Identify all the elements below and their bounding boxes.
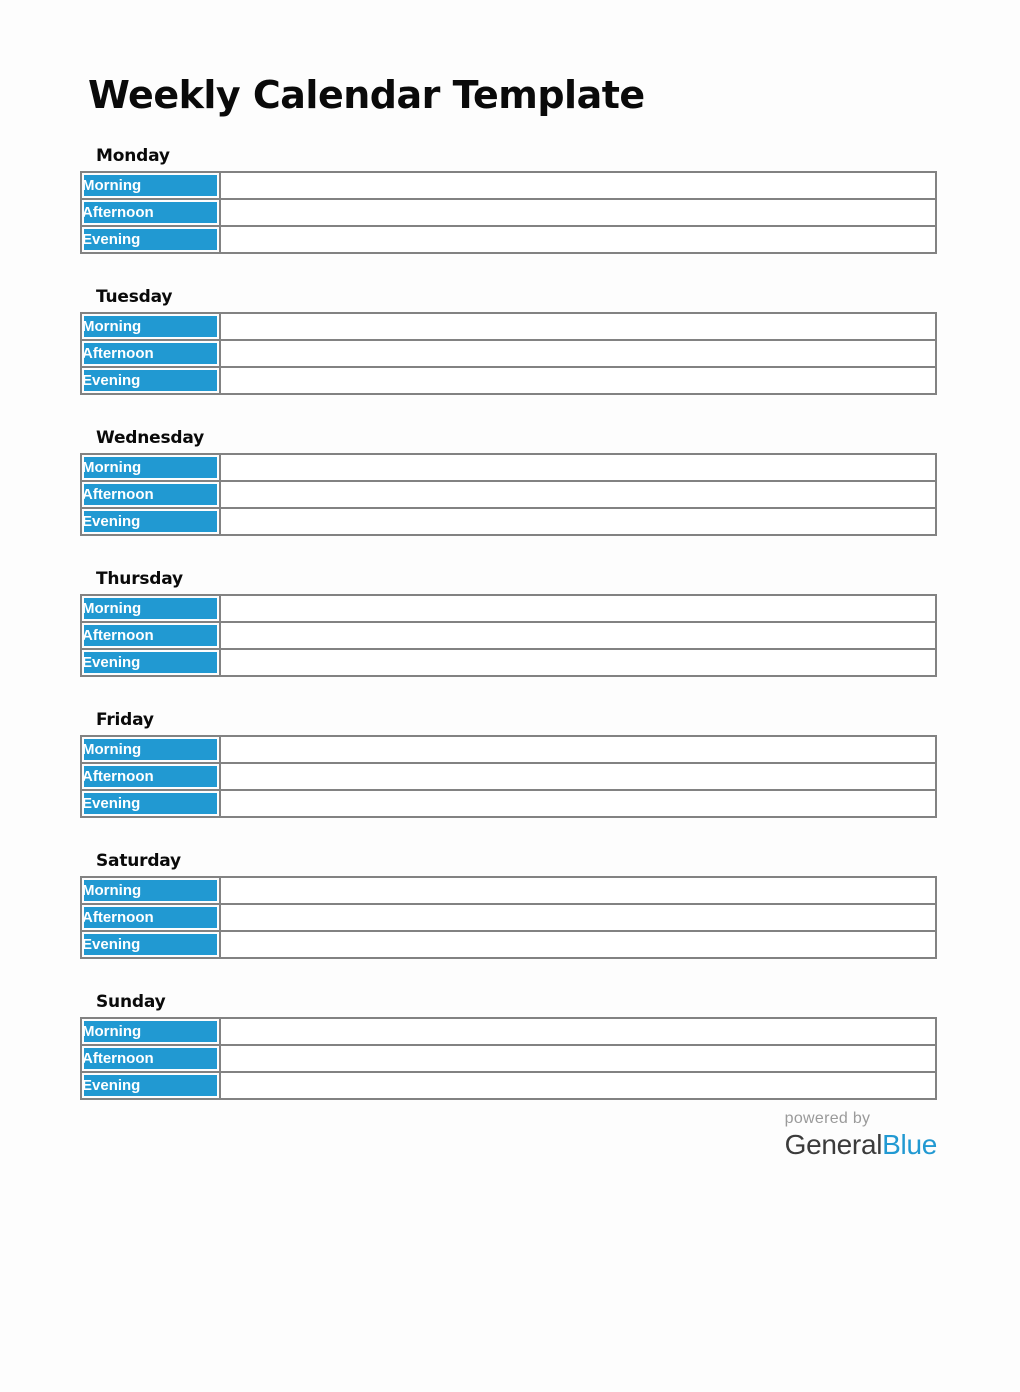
slot-content-cell[interactable] (220, 481, 936, 508)
slot-label-morning: Morning (81, 877, 220, 904)
day-section-tuesday (80, 287, 937, 395)
document-page (0, 72, 1020, 1392)
day-section-thursday (80, 569, 937, 677)
slot-label-morning: Morning (81, 595, 220, 622)
slot-content-cell[interactable] (220, 736, 936, 763)
day-section-sunday (80, 992, 937, 1100)
slot-label-afternoon: Afternoon (81, 904, 220, 931)
slot-row (81, 931, 936, 958)
slot-content-cell[interactable] (220, 367, 936, 394)
brand-blue: Blue (882, 1129, 937, 1160)
slot-content-cell[interactable] (220, 904, 936, 931)
powered-by-label: powered by (784, 1110, 871, 1127)
slot-content-cell[interactable] (220, 172, 936, 199)
slot-row (81, 508, 936, 535)
slot-content-cell[interactable] (220, 340, 936, 367)
day-heading: Saturday (96, 851, 181, 871)
day-table (80, 876, 937, 959)
slot-content-cell[interactable] (220, 931, 936, 958)
slot-content-cell[interactable] (220, 622, 936, 649)
day-section-wednesday (80, 428, 937, 536)
calendar-sections (80, 146, 937, 1100)
slot-label-evening: Evening (81, 367, 220, 394)
slot-label-morning: Morning (81, 1018, 220, 1045)
slot-content-cell[interactable] (220, 454, 936, 481)
slot-content-cell[interactable] (220, 226, 936, 253)
slot-content-cell[interactable] (220, 877, 936, 904)
slot-label-afternoon: Afternoon (81, 763, 220, 790)
slot-label-morning: Morning (81, 454, 220, 481)
slot-content-cell[interactable] (220, 649, 936, 676)
slot-row (81, 595, 936, 622)
day-table (80, 453, 937, 536)
day-table (80, 312, 937, 395)
slot-row (81, 367, 936, 394)
slot-row (81, 763, 936, 790)
day-table (80, 171, 937, 254)
day-section-monday (80, 146, 937, 254)
slot-label-evening: Evening (81, 508, 220, 535)
day-table (80, 1017, 937, 1100)
slot-row (81, 1072, 936, 1099)
slot-row (81, 904, 936, 931)
day-heading: Friday (96, 710, 154, 730)
slot-label-evening: Evening (81, 790, 220, 817)
slot-row (81, 481, 936, 508)
slot-label-morning: Morning (81, 172, 220, 199)
day-heading: Thursday (96, 569, 183, 589)
slot-label-evening: Evening (81, 931, 220, 958)
day-table (80, 594, 937, 677)
brand-general: General (784, 1129, 883, 1160)
slot-label-afternoon: Afternoon (81, 199, 220, 226)
page-footer (80, 1110, 937, 1161)
slot-row (81, 877, 936, 904)
slot-content-cell[interactable] (220, 199, 936, 226)
day-heading: Sunday (96, 992, 166, 1012)
slot-label-evening: Evening (81, 649, 220, 676)
slot-row (81, 340, 936, 367)
day-heading: Wednesday (96, 428, 204, 448)
slot-label-morning: Morning (81, 736, 220, 763)
slot-label-morning: Morning (81, 313, 220, 340)
slot-content-cell[interactable] (220, 1018, 936, 1045)
slot-row (81, 172, 936, 199)
slot-row (81, 649, 936, 676)
slot-row (81, 226, 936, 253)
slot-row (81, 454, 936, 481)
slot-row (81, 313, 936, 340)
slot-label-evening: Evening (81, 1072, 220, 1099)
slot-row (81, 199, 936, 226)
slot-row (81, 1045, 936, 1072)
slot-row (81, 622, 936, 649)
day-heading: Tuesday (96, 287, 173, 307)
slot-label-afternoon: Afternoon (81, 481, 220, 508)
slot-row (81, 1018, 936, 1045)
day-section-friday (80, 710, 937, 818)
slot-content-cell[interactable] (220, 790, 936, 817)
slot-content-cell[interactable] (220, 595, 936, 622)
slot-content-cell[interactable] (220, 313, 936, 340)
day-heading: Monday (96, 146, 170, 166)
slot-row (81, 790, 936, 817)
slot-content-cell[interactable] (220, 1045, 936, 1072)
page-title: Weekly Calendar Template (88, 73, 645, 117)
slot-label-afternoon: Afternoon (81, 1045, 220, 1072)
slot-label-afternoon: Afternoon (81, 340, 220, 367)
slot-label-evening: Evening (81, 226, 220, 253)
brand-wordmark (785, 1129, 937, 1161)
slot-label-afternoon: Afternoon (81, 622, 220, 649)
slot-content-cell[interactable] (220, 1072, 936, 1099)
slot-content-cell[interactable] (220, 508, 936, 535)
slot-row (81, 736, 936, 763)
day-section-saturday (80, 851, 937, 959)
day-table (80, 735, 937, 818)
generalblue-logo (785, 1110, 937, 1161)
slot-content-cell[interactable] (220, 763, 936, 790)
